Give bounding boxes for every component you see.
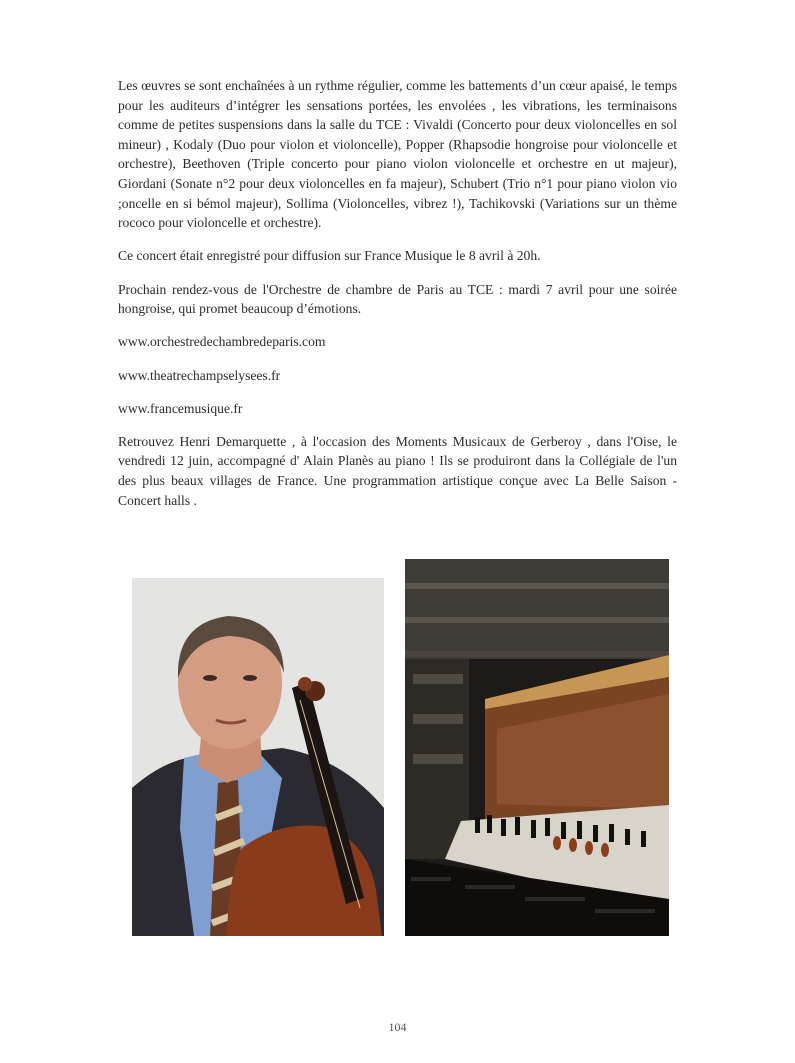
link-theatre: www.theatrechampselysees.fr xyxy=(118,367,281,383)
link-orchestre: www.orchestredechambredeparis.com xyxy=(118,334,326,350)
article-text xyxy=(118,76,677,524)
concert-hall-photo xyxy=(405,559,669,936)
page-number: 104 xyxy=(388,1020,407,1034)
paragraph-program: Les œuvres se sont enchaînées à un rythme régulier, comme les battements d’un cœur apaisé, le temps pour les auditeurs d’intégrer les sensations portées, les envolées , les vibrations, les terminaisons comme de petites suspensions dans la salle du TCE : Vivaldi (Concerto pour deux violoncelles en sol mineur) , Kodaly (Duo pour violon et violoncelle), Popper (Rhapsodie hongroise pour violoncelle et orchestre), Beethoven (Triple concerto pour piano violon violoncelle et orchestre en ut majeur), Giordani (Sonate n°2 pour deux violoncelles en fa majeur), Schubert (Trio n°1 pour piano violon vio ;oncelle en si bémol majeur), Sollima (Violoncelles, vibrez !), Tachikovski (Variations sur un thème rococo pour violoncelle et orchestre). xyxy=(118,78,677,231)
paragraph-gerberoy: Retrouvez Henri Demarquette , à l'occasion des Moments Musicaux de Gerberoy , dans l'Oise, le vendredi 12 juin, accompagné d' Alain Planès au piano ! Ils se produiront dans la Collégiale de l'un des plus beaux villages de France. Une programmation artistique conçue avec La Belle Saison - Concert halls . xyxy=(118,433,677,508)
link-francemusique: www.francemusique.fr xyxy=(118,400,243,416)
paragraph-broadcast: Ce concert était enregistré pour diffusion sur France Musique le 8 avril à 20h. xyxy=(118,248,541,264)
paragraph-next-concert: Prochain rendez-vous de l'Orchestre de chambre de Paris au TCE : mardi 7 avril pour une soirée hongroise, qui promet beaucoup d’émotions. xyxy=(118,281,677,317)
cellist-portrait-photo xyxy=(132,578,384,936)
